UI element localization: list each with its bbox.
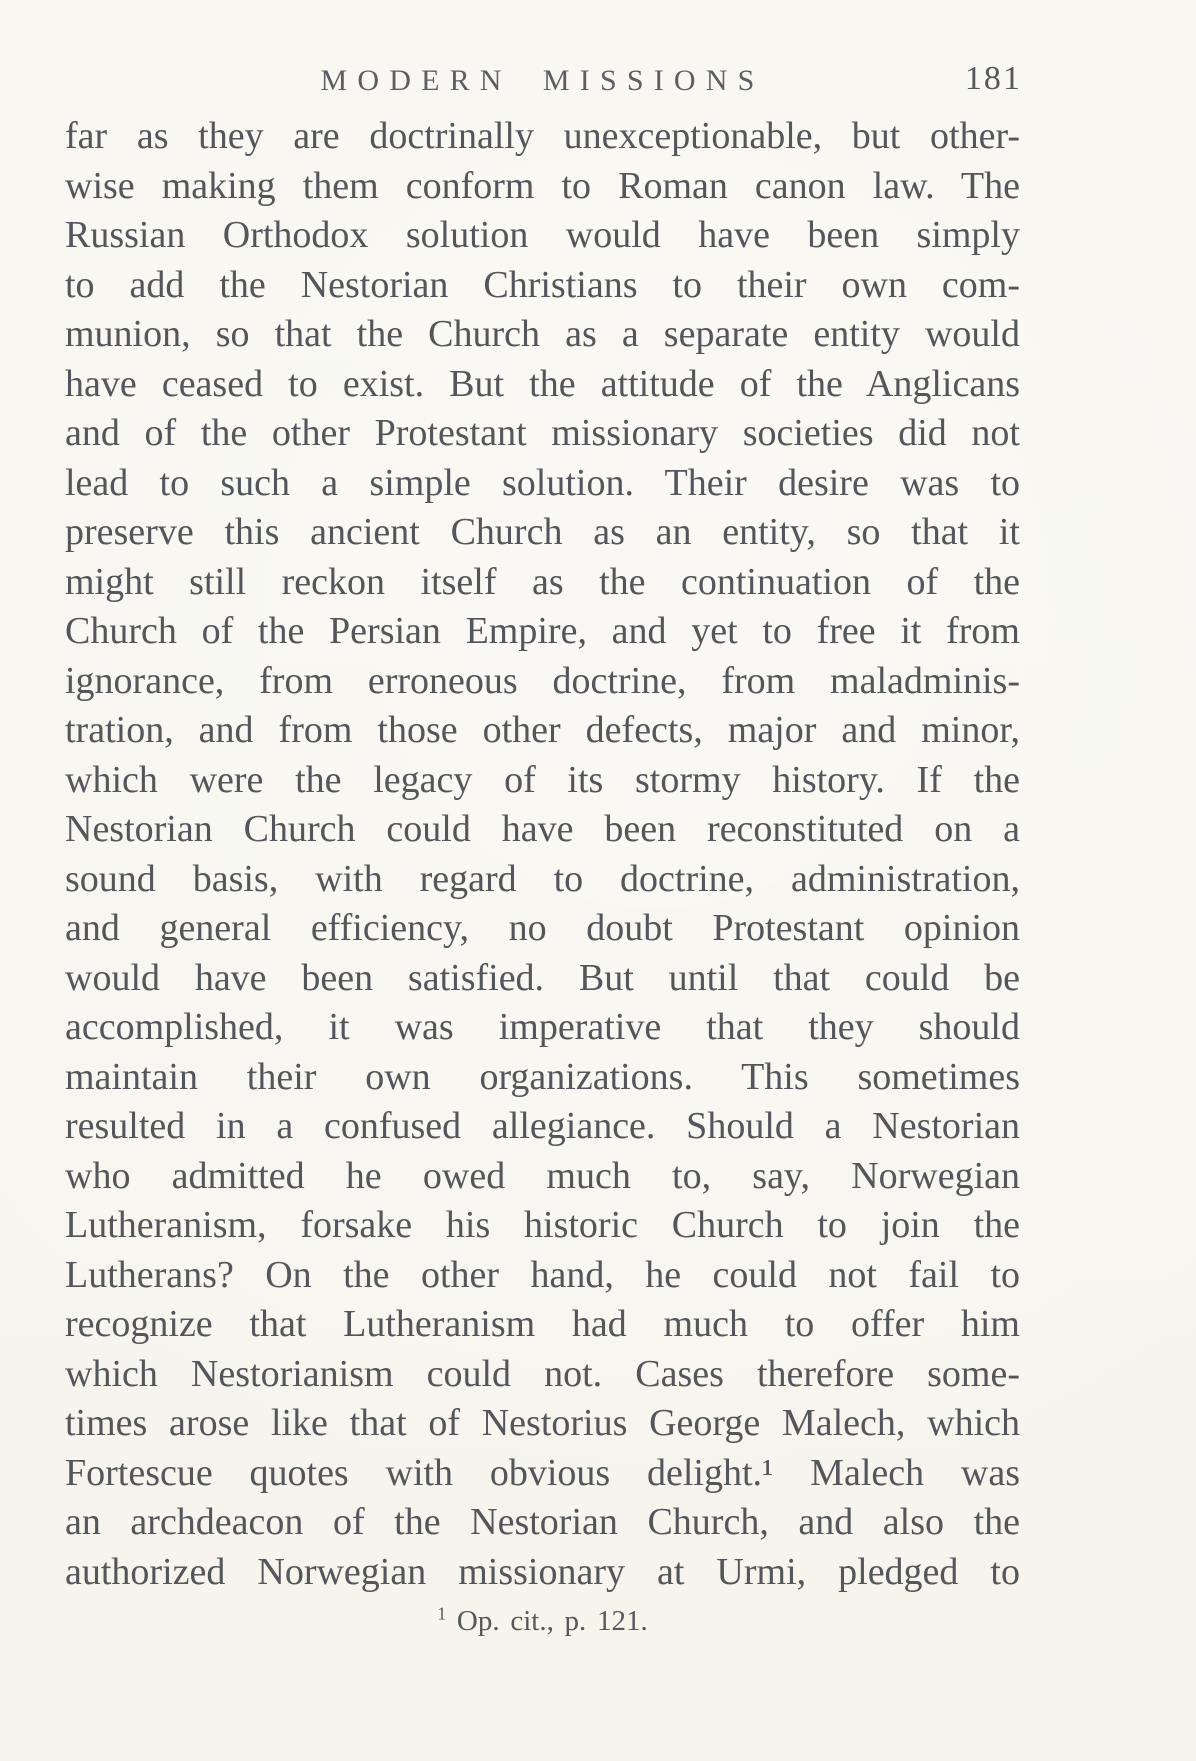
text-line: Fortescue quotes with obvious delight.¹ Malech was <box>65 1451 1020 1494</box>
body-text <box>65 112 1020 1597</box>
text-line: to add the Nestorian Christians to their own com- <box>65 263 1020 306</box>
text-line: wise making them conform to Roman canon law. The <box>65 164 1020 207</box>
text-line: an archdeacon of the Nestorian Church, and also the <box>65 1501 1020 1543</box>
text-line: accomplished, it was imperative that they should <box>65 1006 1020 1048</box>
text-line: would have been satisfied. But until that could be <box>65 956 1020 999</box>
text-line: lead to such a simple solution. Their desire was to <box>65 461 1020 504</box>
text-line: Lutheranism, forsake his historic Church to join the <box>65 1204 1020 1246</box>
text-line: resulted in a confused allegiance. Should a Nestorian <box>65 1105 1020 1147</box>
text-line: preserve this ancient Church as an entity, so that it <box>65 511 1020 553</box>
text-line: recognize that Lutheranism had much to offer him <box>65 1303 1020 1345</box>
text-line: authorized Norwegian missionary at Urmi, pledged to <box>65 1550 1020 1593</box>
text-line: and of the other Protestant missionary societies did not <box>65 412 1020 454</box>
text-line: ignorance, from erroneous doctrine, from maladminis- <box>65 659 1020 702</box>
text-line: might still reckon itself as the continuation of the <box>65 560 1020 603</box>
text-line: have ceased to exist. But the attitude of the Anglicans <box>65 362 1020 405</box>
page-number: 181 <box>964 60 1022 97</box>
text-line: munion, so that the Church as a separate entity would <box>65 313 1020 355</box>
text-line: Lutherans? On the other hand, he could not fail to <box>65 1253 1020 1296</box>
footnote-marker: 1 <box>437 1603 447 1624</box>
text-line: times arose like that of Nestorius George Malech, which <box>65 1402 1020 1444</box>
text-line: Nestorian Church could have been reconstituted on a <box>65 808 1020 850</box>
footnote <box>65 1604 1020 1639</box>
footnote-text: Op. cit., p. 121. <box>456 1605 648 1637</box>
text-line: maintain their own organizations. This sometimes <box>65 1055 1020 1098</box>
text-line: Church of the Persian Empire, and yet to free it from <box>65 610 1020 652</box>
text-line: which Nestorianism could not. Cases therefore some- <box>65 1352 1020 1395</box>
text-line: sound basis, with regard to doctrine, administration, <box>65 857 1020 900</box>
text-line: tration, and from those other defects, major and minor, <box>65 709 1020 751</box>
text-line: which were the legacy of its stormy history. If the <box>65 758 1020 801</box>
running-head: MODERN MISSIONS <box>320 64 765 97</box>
text-line: who admitted he owed much to, say, Norwegian <box>65 1154 1020 1197</box>
text-line: and general efficiency, no doubt Protestant opinion <box>65 907 1020 949</box>
text-line: far as they are doctrinally unexceptionable, but other- <box>65 115 1020 157</box>
text-line: Russian Orthodox solution would have been simply <box>65 214 1020 256</box>
